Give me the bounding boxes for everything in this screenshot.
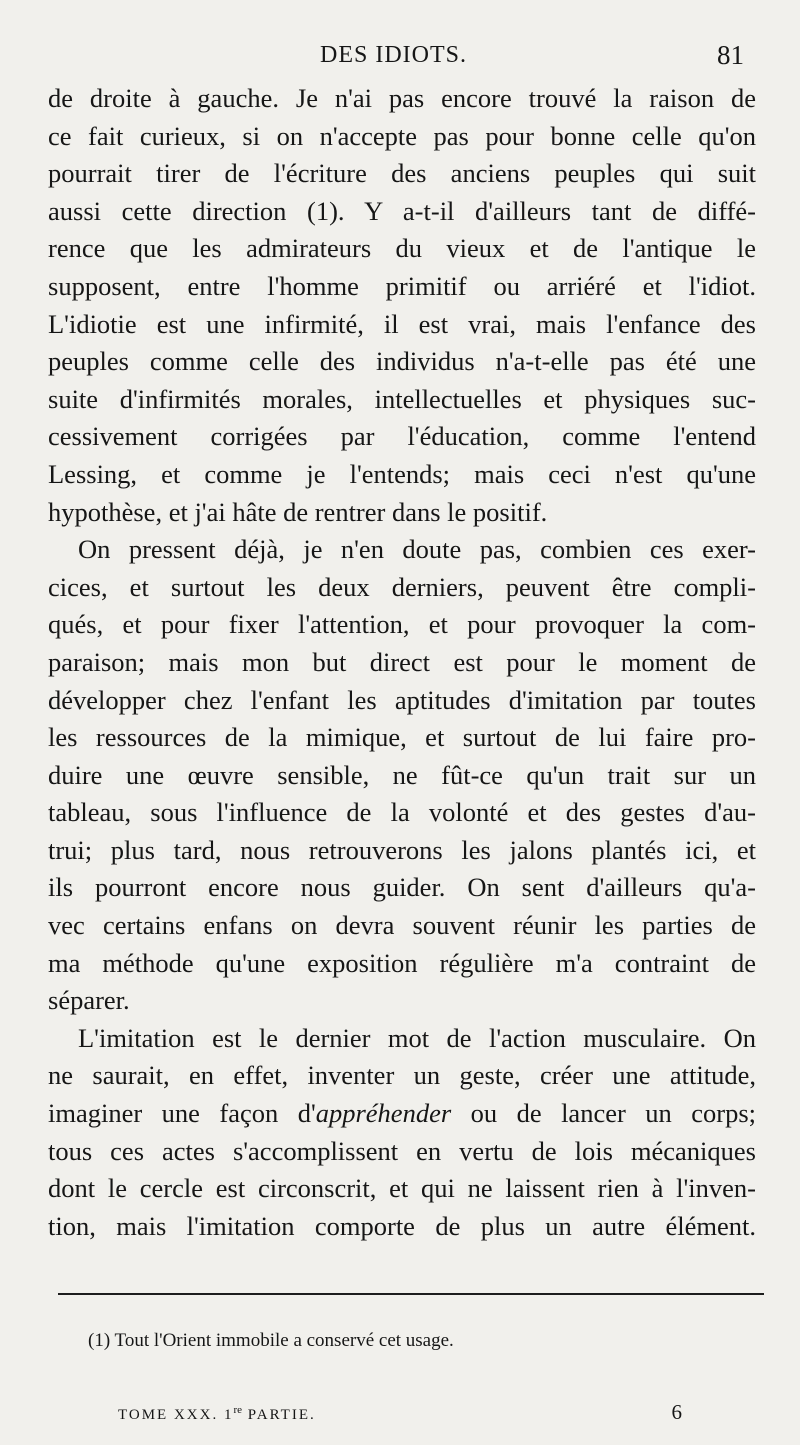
text-line: trui; plus tard, nous retrouverons les jalons plantés ici, et xyxy=(48,834,756,865)
text-line: les ressources de la mimique, et surtout de lui faire pro- xyxy=(48,722,756,753)
paragraph-first-line: L'imitation est le dernier mot de l'action musculaire. On xyxy=(78,1022,756,1053)
text-line-with-italic xyxy=(48,1095,756,1133)
footnote: (1) Tout l'Orient immobile a conservé cet usage. xyxy=(88,1330,454,1351)
body-text xyxy=(48,80,756,1245)
signature-after: PARTIE. xyxy=(242,1407,316,1423)
text-line: dont le cercle est circonscrit, et qui ne laissent rien à l'inven- xyxy=(48,1173,756,1204)
text-line: de droite à gauche. Je n'ai pas encore trouvé la raison de xyxy=(48,83,756,113)
text-line: ce fait curieux, si on n'accepte pas pour bonne celle qu'on xyxy=(48,120,756,151)
text-line: tableau, sous l'influence de la volonté et des gestes d'au- xyxy=(48,797,756,828)
page-number: 81 xyxy=(717,40,744,70)
text-line: hypothèse, et j'ai hâte de rentrer dans le positif. xyxy=(48,496,548,527)
text-line: L'idiotie est une infirmité, il est vrai, mais l'enfance des xyxy=(48,308,756,339)
text-line: cessivement corrigées par l'éducation, comme l'entend xyxy=(48,421,756,452)
signature-text: TOME XXX. 1 xyxy=(118,1407,234,1423)
text-line: rence que les admirateurs du vieux et de l'antique le xyxy=(48,233,756,264)
text-segment: ou de lancer un corps; xyxy=(451,1098,756,1129)
text-line: paraison; mais mon but direct est pour le moment de xyxy=(48,646,756,677)
sheet-number: 6 xyxy=(671,1400,682,1424)
italic-word: appréhender xyxy=(315,1098,452,1129)
text-line: aussi cette direction (1). Y a-t-il d'ailleurs tant de diffé- xyxy=(48,195,756,226)
text-line: supposent, entre l'homme primitif ou arriéré et l'idiot. xyxy=(48,270,756,301)
text-line: duire une œuvre sensible, ne fût-ce qu'un trait sur un xyxy=(48,759,756,790)
text-line: tous ces actes s'accomplissent en vertu de lois mécaniques xyxy=(48,1135,756,1166)
text-line: ne saurait, en effet, inventer un geste, créer une attitude, xyxy=(48,1060,756,1091)
text-line: cices, et surtout les deux derniers, peuvent être compli- xyxy=(48,571,756,602)
text-line: suite d'infirmités morales, intellectuelles et physiques suc- xyxy=(48,383,756,414)
running-title: DES IDIOTS. xyxy=(320,42,467,68)
signature-sup: re xyxy=(233,1404,243,1416)
paragraph-first-line: On pressent déjà, je n'en doute pas, combien ces exer- xyxy=(78,534,756,565)
text-line: pourrait tirer de l'écriture des anciens peuples qui suit xyxy=(48,158,756,189)
text-line: ma méthode qu'une exposition régulière m'a contraint de xyxy=(48,947,756,978)
printer-signature xyxy=(118,1404,316,1424)
text-line: vec certains enfans on devra souvent réunir les parties de xyxy=(48,910,756,941)
text-line: peuples comme celle des individus n'a-t-elle pas été une xyxy=(48,346,756,377)
running-head xyxy=(0,38,800,74)
footnote-rule xyxy=(58,1293,764,1295)
text-line: tion, mais l'imitation comporte de plus un autre élément. xyxy=(48,1210,756,1241)
text-line: qués, et pour fixer l'attention, et pour provoquer la com- xyxy=(48,609,756,640)
text-line: Lessing, et comme je l'entends; mais ceci n'est qu'une xyxy=(48,458,756,489)
text-line: développer chez l'enfant les aptitudes d'imitation par toutes xyxy=(48,684,756,715)
text-segment: imaginer une façon d' xyxy=(48,1098,316,1129)
text-line: séparer. xyxy=(48,985,130,1016)
text-line: ils pourront encore nous guider. On sent d'ailleurs qu'a- xyxy=(48,872,756,903)
